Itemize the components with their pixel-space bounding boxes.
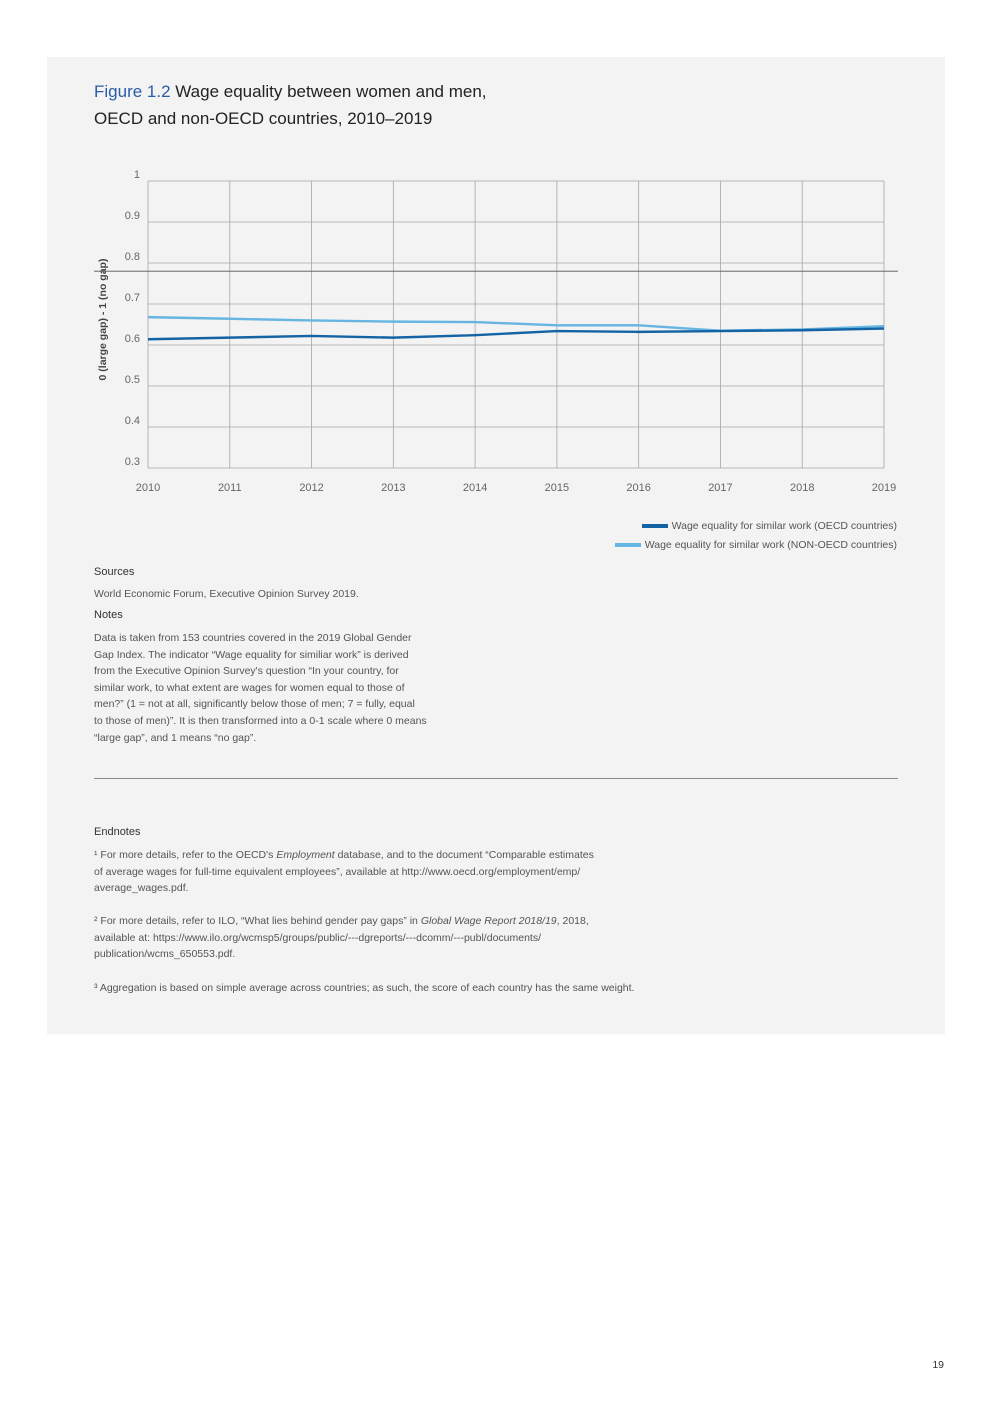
- figure-label: Figure 1.2: [94, 82, 171, 101]
- notes-text: [94, 630, 427, 746]
- notes-line: from the Executive Opinion Survey's question “In your country, for: [94, 665, 399, 678]
- legend-item-non-oecd: [615, 535, 897, 554]
- endnote-2: [94, 913, 694, 963]
- section-divider: [94, 778, 898, 779]
- notes-line: similar work, to what extent are wages for women equal to those of: [94, 681, 405, 694]
- legend-label-non-oecd: Wage equality for similar work (NON-OECD countries): [644, 538, 897, 551]
- endnote-1: [94, 847, 694, 897]
- endnote-1-line2: of average wages for full-time equivalent employees”, available at http://www.oecd.org/employment/emp/: [94, 865, 581, 878]
- endnotes-heading: Endnotes: [94, 826, 141, 838]
- legend-swatch-oecd: [642, 524, 668, 528]
- endnote-2-line3: publication/wcms_650553.pdf.: [94, 948, 236, 961]
- x-tick-label: 2015: [544, 482, 570, 494]
- series-line-non-oecd: [148, 317, 884, 331]
- y-tick-label: 0.6: [124, 333, 140, 345]
- y-tick-label: 0.5: [124, 374, 140, 386]
- chart-legend: [615, 516, 897, 554]
- endnote-2-line2: available at: https://www.ilo.org/wcmsp5/groups/public/---dgreports/---dcomm/---publ/documents/: [94, 931, 542, 944]
- endnote-3-text: ³ Aggregation is based on simple average across countries; as such, the score of each country has the same weight.: [94, 982, 635, 994]
- page-number: 19: [932, 1359, 944, 1371]
- notes-line: Data is taken from 153 countries covered in the 2019 Global Gender: [94, 632, 412, 644]
- x-tick-label: 2014: [462, 482, 488, 494]
- notes-line: Gap Index. The indicator “Wage equality for similiar work” is derived: [94, 648, 409, 661]
- endnote-2-italic: Global Wage Report 2018/19: [420, 915, 557, 927]
- x-tick-label: 2012: [299, 482, 324, 494]
- endnote-2-post: , 2018,: [556, 915, 589, 927]
- endnote-1-italic: Employment: [276, 849, 335, 861]
- notes-heading: Notes: [94, 609, 123, 621]
- x-tick-label: 2019: [871, 482, 897, 494]
- notes-line: men?” (1 = not at all, significantly below those of men; 7 = fully, equal: [94, 698, 415, 711]
- notes-line: to those of men)”. It is then transformed into a 0-1 scale where 0 means: [94, 714, 427, 727]
- y-tick-label: 0.4: [124, 415, 140, 427]
- endnote-3: [94, 980, 814, 997]
- x-tick-label: 2010: [135, 482, 161, 494]
- figure-title: [94, 78, 614, 132]
- sources-heading: Sources: [94, 566, 135, 578]
- figure-title-line1: Wage equality between women and men,: [170, 82, 487, 101]
- line-chart: [94, 165, 904, 500]
- y-tick-label: 1: [133, 169, 140, 181]
- sources-text: World Economic Forum, Executive Opinion Survey 2019.: [94, 588, 359, 600]
- figure-title-line2: OECD and non-OECD countries, 2010–2019: [94, 109, 433, 128]
- endnote-1-post: database, and to the document “Comparable estimates: [334, 849, 594, 861]
- notes-line: “large gap”, and 1 means “no gap”.: [94, 731, 257, 744]
- x-tick-label: 2017: [708, 482, 733, 494]
- y-tick-label: 0.9: [124, 210, 140, 222]
- x-tick-label: 2018: [789, 482, 815, 494]
- x-tick-label: 2011: [217, 482, 242, 494]
- legend-item-oecd: [615, 516, 897, 535]
- x-tick-label: 2013: [381, 482, 406, 494]
- endnote-2-pre: ² For more details, refer to ILO, “What lies behind gender pay gaps” in: [94, 915, 421, 927]
- x-tick-label: 2016: [626, 482, 651, 494]
- series-line-oecd: [148, 329, 884, 340]
- y-tick-label: 0.8: [124, 251, 140, 263]
- legend-label-oecd: Wage equality for similar work (OECD countries): [671, 519, 897, 532]
- y-tick-label: 0.7: [124, 292, 140, 304]
- y-axis-label: 0 (large gap) - 1 (no gap): [97, 258, 109, 381]
- legend-swatch-non-oecd: [615, 543, 641, 547]
- endnote-1-line3: average_wages.pdf.: [94, 882, 189, 895]
- endnote-1-pre: ¹ For more details, refer to the OECD's: [94, 849, 277, 861]
- y-tick-label: 0.3: [124, 456, 140, 468]
